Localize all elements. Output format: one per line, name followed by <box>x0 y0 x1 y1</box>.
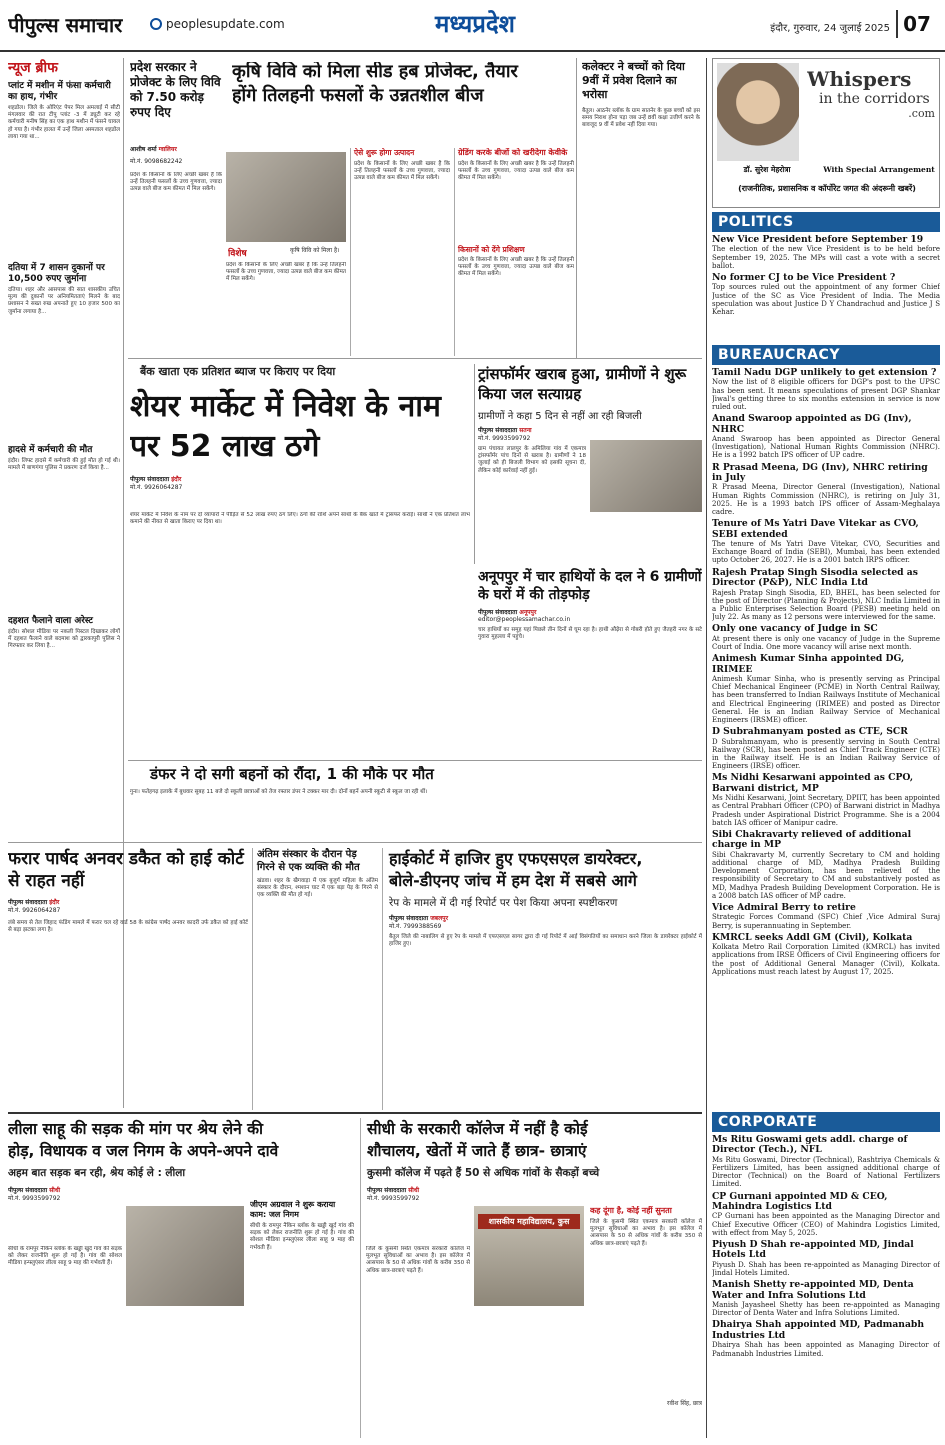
bureaucracy-item <box>712 368 940 411</box>
college-side-heading: कह दूंगा है, कोई नहीं सुनता <box>590 1206 672 1215</box>
hc-place: जबलपुर <box>430 915 449 922</box>
funeral-body: खंडवा। शहर के खैगवाड़ा में एक बुजुर्ग महिला के अंतिम संस्कार के दौरान, श्मशान घाट में एक बड़ा पेड़ के गिरने से एक व्यक्ति की मौत हो गई। <box>257 878 378 899</box>
share-body: शेयर मार्केट में निवेश के नाम पर दो व्यापारों ने पीड़ित से 52 लाख रुपए ठग लिए। ठगों की राशि अपने साथी के बैंक खाते में ट्रांसफर कराई। साथी ने एक प्रतिशत लाभ कमाने की नीयत से खाता किराए पर दिया था। <box>130 512 470 526</box>
masthead <box>0 0 945 52</box>
bureaucracy-item-headline: R Prasad Meena, DG (Inv), NHRC retiring in July <box>712 461 928 484</box>
elephant-byline: पीपुल्स संवाददाता <box>478 609 518 616</box>
corporate-item <box>712 1280 940 1317</box>
whispers-logo <box>807 67 935 153</box>
leela-body: सीधी के रामपुर नैकिन ब्लॉक के खड्डी खुर्द गांव की सड़क को लेकर राजनीति शुरू हो गई है। गांव की सोशल मीडिया इन्फ्लुएंसर लीला साहू 9 माह की गर्भवती हैं। <box>8 1246 122 1267</box>
seed-box1-body: प्रदेश के किसानों के लिए अच्छी खबर है कि उन्हें तिलहनी फसलों के उच्च गुणवत्ता, ज्यादा उत्पन्न वाले बीज कम कीमत में मिल सकेंगे। <box>354 161 450 182</box>
bureaucracy-item-body: Strategic Forces Command (SFC) Chief ,Vice Admiral Suraj Berry, is superannuating in September. <box>712 913 940 930</box>
politics-item-body: The election of the new Vice President is to be held before September 19, 2025. The MPs will cast a vote with a secret ballot. <box>712 245 940 270</box>
bureaucracy-item <box>712 830 940 900</box>
section-title-text: मध्यप्रदेश <box>434 10 516 38</box>
politics-item-headline: No former CJ to be Vice President ? <box>712 272 896 284</box>
college-subhead: कुसमी कॉलेज में पढ़ते हैं 50 से अधिक गांवों के सैकड़ों बच्चे <box>367 1167 600 1179</box>
whispers-dotcom: .com <box>908 107 935 120</box>
corporate-item-headline: Piyush D Shah re-appointed MD, Jindal Hotels Ltd <box>712 1239 914 1261</box>
politics-item <box>712 235 940 270</box>
globe-icon <box>150 18 162 30</box>
hc-story <box>382 848 702 1110</box>
hc-headline-line2: बोले-डीएनए जांच में हम देश में सबसे आगे <box>389 871 637 890</box>
elephant-headline: अनूपपुर में चार हाथियों के दल ने 6 ग्रामीणों के घरों में की तोड़फोड़ <box>478 569 702 603</box>
seed-side-headline: प्रदेश सरकार ने प्रोजेक्ट के लिए विवि को 7.50 करोड़ रुपए दिए <box>130 60 221 119</box>
anwar-headline: फरार पार्षद अनवर डकैत को हाई कोर्ट से राहत नहीं <box>8 849 244 891</box>
brief-item <box>8 616 120 779</box>
seed-box1-heading: ऐसे शुरू होगा उत्पादन <box>354 148 415 157</box>
seed-tag: विशेष <box>228 249 247 259</box>
corporate-item-body: Dhairya Shah has been appointed as Managing Director of Padmanabh Industries Limited. <box>712 1341 940 1358</box>
bureaucracy-item-headline: Vice Admiral Berry to retire <box>712 902 856 914</box>
bureaucracy-item-body: D Subrahmanyam, who is presently serving in South Central Railway (SCR), has been posted as Chief Track Engineer (CTE) in the Railway itself. He is an Indian Railway Service of Engineers (IRSE) officer. <box>712 737 940 771</box>
politics-label: POLITICS <box>712 212 940 232</box>
bureaucracy-item <box>712 519 940 564</box>
bureaucracy-item-headline: Only one vacancy of Judge in SC <box>712 623 878 635</box>
share-mobile: मो.नं. 9926064287 <box>130 484 183 491</box>
brief-item-body: इंदौर। सोशल मीडिया पर नकली पिस्टल दिखाकर लोगों में दहशत फैलाने वाले बदमाश को द्वारकापुरी पुलिस ने गिरफ्तार कर लिया है... <box>8 629 120 650</box>
bureaucracy-item <box>712 568 940 622</box>
share-kicker: बैंक खाता एक प्रतिशत ब्याज पर किराए पर दिया <box>140 365 336 378</box>
hc-headline-line1: हाईकोर्ट में हाजिर हुए एफएसएल डायरेक्टर, <box>389 849 643 868</box>
college-byline: पीपुल्स संवाददाता <box>367 1187 407 1194</box>
logo-text: पीपुल्स समाचार <box>8 13 123 37</box>
college-body: जिले के कुसमी स्थित एकमात्र सरकारी कॉलेज में मूलभूत सुविधाओं का अभाव है। इस कॉलेज में आसपास के 50 से अधिक गांवों के करीब 350 से अधिक छात्र-छात्राएं पढ़ते हैं। <box>366 1246 470 1274</box>
seed-body: प्रदेश के किसानों के लिए अच्छी खबर है कि उन्हें तिलहनी फसलों के उच्च गुणवत्ता, ज्यादा उत्पन्न वाले बीज कम कीमत में मिल सकेंगे। <box>130 172 222 193</box>
politics-section <box>712 212 940 340</box>
bureaucracy-item <box>712 463 940 517</box>
college-headline-line2: शौचालय, खेतों में जाते हैं छात्र- छात्राएं <box>367 1142 587 1160</box>
politics-item <box>712 273 940 316</box>
corporate-item <box>712 1192 940 1237</box>
byline-name: आशीष शर्मा <box>130 146 157 153</box>
bureaucracy-item-headline: Tamil Nadu DGP unlikely to get extension ? <box>712 367 937 378</box>
corporate-item <box>712 1320 940 1357</box>
bureaucracy-item-body: R Prasad Meena, Director General (Investigation), National Human Rights Commission (NHRC), is retiring on July 31, 2025. He is a 1993 batch IPS officer of Assam-Meghalaya cadre. <box>712 483 940 517</box>
bureaucracy-item-headline: Ms Nidhi Kesarwani appointed as CPO, Barwani district, MP <box>712 772 914 794</box>
corporate-item-body: Manish Jayasheel Shetty has been re-appointed as Managing Director of Denta Water and Infra Solutions Limited. <box>712 1301 940 1318</box>
share-place: इंदौर <box>171 476 182 483</box>
seed-headline-line2: होंगे तिलहनी फसलों के उन्नतशील बीज <box>232 85 484 107</box>
whispers-header <box>712 58 940 208</box>
news-brief-label: न्यूज ब्रीफ <box>8 60 58 76</box>
sisters-story <box>130 766 702 846</box>
brief-item <box>8 263 120 437</box>
seed-caption: कृषि विवि को मिला है। <box>290 247 340 254</box>
bureaucracy-item <box>712 414 940 459</box>
college-side-body: जिले के कुसमी स्थित एकमात्र सरकारी कॉलेज में मूलभूत सुविधाओं का अभाव है। इस कॉलेज में आसपास के 50 से अधिक गांवों के करीब 350 से अधिक छात्र-छात्राएं पढ़ते हैं। <box>590 1219 702 1247</box>
bureaucracy-item-headline: KMRCL seeks Addl GM (Civil), Kolkata <box>712 931 913 943</box>
bureaucracy-item-headline: Sibi Chakravarty relieved of additional charge in MP <box>712 829 912 851</box>
whispers-tagline: (राजनीतिक, प्रशासनिक व कॉर्पोरेट जगत की अंदरूनी खबरें) <box>738 184 916 193</box>
corporate-item-headline: Dhairya Shah appointed MD, Padmanabh Industries Ltd <box>712 1319 925 1341</box>
seed-box2-body: प्रदेश के किसानों के लिए अच्छी खबर है कि उन्हें तिलहनी फसलों के उच्च गुणवत्ता, ज्यादा उत्पन्न वाले बीज कम कीमत में मिल सकेंगे। <box>458 161 574 182</box>
bureaucracy-item <box>712 933 940 976</box>
corporate-label: CORPORATE <box>712 1112 940 1132</box>
leela-side-heading: जीएम अग्रवाल ने शुरू कराया काम: जल निगम <box>250 1200 336 1219</box>
transformer-headline: ट्रांसफॉर्मर खराब हुआ, ग्रामीणों ने शुरू किया जल सत्याग्रह <box>478 365 687 403</box>
bureaucracy-item <box>712 654 940 724</box>
bureaucracy-item-body: Animesh Kumar Sinha, who is presently serving as Principal Chief Mechanical Engineer (PCME) in North Central Railway, has been transferred to Indian Railways Institute of Mechanical and Electrical Engineering (IRIMEE) and posted as Director General. He is an Indian Railway Service of Mechanical Engineers (IRSME) officer. <box>712 674 940 724</box>
leela-byline: पीपुल्स संवाददाता <box>8 1187 48 1194</box>
leela-subhead: अहम बात सड़क बन रही, श्रेय कोई ले : लीला <box>8 1167 186 1179</box>
bureaucracy-item-body: Sibi Chakravarty M, currently Secretary to CM and holding additional charge of MD, Madhya Pradesh Building Development Corporation, has been relieved of the responsibility of Secretary to CM and substantively posted as MD, Madhya Pradesh Building Development Corporation. He is a 2008 batch IAS officer of MP cadre. <box>712 850 940 900</box>
anwar-body: लंबे समय से तेल जिहाद फंडिंग मामले में फरार चल रहे वार्ड 58 के कांग्रेस पार्षद अनवर कादरी उर्फ डकैत को हाई कोर्ट से बड़ा झटका लगा है। <box>8 920 248 934</box>
seed-byline <box>130 145 225 165</box>
bureaucracy-item-headline: Rajesh Pratap Singh Sisodia selected as Director (P&P), NLC India Ltd <box>712 566 918 589</box>
politics-item-headline: New Vice President before September 19 <box>712 234 924 245</box>
corporate-item-headline: Ms Ritu Goswami gets addl. charge of Director (Tech.), NFL <box>712 1134 908 1156</box>
bureaucracy-item-body: Now the list of 8 eligible officers for DGP's post to the UPSC has been sent. It means speculations of present DGP Shankar Jiwal's getting three to six months extension in service is now ruled out. <box>712 378 940 412</box>
college-photo <box>474 1206 584 1306</box>
masthead-logo <box>8 8 148 42</box>
share-headline: शेयर मार्केट में निवेश के नाम पर 52 लाख ठगे <box>130 389 442 464</box>
bureaucracy-item <box>712 773 940 827</box>
anwar-place: इंदौर <box>49 899 60 906</box>
bureaucracy-item-headline: Tenure of Ms Yatri Dave Vitekar as CVO, SEBI extended <box>712 518 919 540</box>
dateline: इंदौर, गुरुवार, 24 जुलाई 2025 <box>770 23 890 34</box>
leela-headline-line1: लीला साहू की सड़क की मांग पर श्रेय लेने की <box>8 1120 263 1138</box>
brief-item-headline: प्लांट में मशीन में फंसा कर्मचारी का हाथ, गंभीर <box>8 81 111 102</box>
transformer-place: सतना <box>519 427 532 434</box>
brief-item-headline: दहशत फैलाने वाला अरेस्ट <box>8 616 93 626</box>
transformer-byline: पीपुल्स संवाददाता <box>478 427 518 434</box>
bureaucracy-item-headline: D Subrahmanyam posted as CTE, SCR <box>712 726 908 738</box>
corporate-item-body: CP Gurnani has been appointed as the Managing Director and Chief Executive Officer (CEO) of Mahindra Logistics Limited, with effect from May 5, 2025. <box>712 1212 940 1237</box>
hc-subhead: रेप के मामले में दी गई रिपोर्ट पर पेश किया अपना स्पष्टीकरण <box>389 897 618 909</box>
hc-byline: पीपुल्स संवाददाता <box>389 915 429 922</box>
brief-item-body: दतिया। शहर और आसपास की सात शासकीय उचित मूल्य की दुकानों पर अनियमितताएं मिलने के बाद प्रशासन ने सख्त रुख अपनाते हुए 10 हजार 500 का जुर्माना लगाया है... <box>8 287 120 315</box>
brief-item-headline: हादसे में कर्मचारी की मौत <box>8 445 93 455</box>
leela-mobile: मो.नं. 9993599792 <box>8 1195 61 1202</box>
bureaucracy-list <box>712 368 940 976</box>
columnist-photo <box>717 63 799 161</box>
leela-side-body: सीधी के रामपुर नैकिन ब्लॉक के खड्डी खुर्द गांव की सड़क को लेकर राजनीति शुरू हो गई है। गांव की सोशल मीडिया इन्फ्लुएंसर लीला साहू 9 माह की गर्भवती हैं। <box>250 1223 354 1251</box>
section-title <box>395 6 555 42</box>
hc-mobile: मो.नं. 7999388569 <box>389 923 442 930</box>
brief-list <box>8 81 120 779</box>
elephant-story <box>478 568 702 768</box>
anwar-story <box>8 848 248 1110</box>
transformer-photo <box>590 440 702 512</box>
funeral-headline: अंतिम संस्कार के दौरान पेड़ गिरने से एक व्यक्ति की मौत <box>257 849 360 873</box>
seed-box2 <box>454 148 574 356</box>
byline-place: ग्वालियर <box>158 146 177 153</box>
transformer-mobile: मो.नं. 9993599792 <box>478 435 531 442</box>
columnist-name: डॉ. सुरेश मेहरोत्रा <box>743 165 791 174</box>
collector-body: बैतूल। आठनेर ब्लॉक के ग्राम सातनेर के कुछ बच्चों को इस समय निराश होना पड़ा जब उन्हें 8वीं कक्षा उत्तीर्ण करने के बावजूद 9 वीं में प्रवेश नहीं दिया गया। <box>582 108 700 129</box>
college-headline-line1: सीधी के सरकारी कॉलेज में नहीं है कोई <box>367 1120 588 1138</box>
corporate-item-headline: Manish Shetty re-appointed MD, Denta Water and Infra Solutions Ltd <box>712 1279 914 1301</box>
leela-headline-line2: होड़, विधायक व जल निगम के अपने-अपने दावे <box>8 1142 279 1160</box>
site-url[interactable]: peoplesupdate.com <box>166 17 285 31</box>
bureaucracy-item <box>712 903 940 930</box>
sisters-headline: डंफर ने दो सगी बहनों को रौंदा, 1 की मौके पर मौत <box>150 766 434 783</box>
page-number: 07 <box>896 10 936 38</box>
seed-headline-line1: कृषि विवि को मिला सीड हब प्रोजेक्ट, तैयार <box>232 62 518 82</box>
bureaucracy-label: BUREAUCRACY <box>712 345 940 365</box>
politics-list <box>712 235 940 316</box>
hc-body: बैतूल जिले की नाबालिग से हुए रेप के मामले में एफएसएल सागर द्वारा दी गई रिपोर्ट में आई विसंगतियों का समाधान करने जिला के डायरेक्टर हाईकोर्ट में हाजिर हुए। <box>389 934 702 948</box>
bureaucracy-item-body: The tenure of Ms Yatri Dave Vitekar, CVO, Securities and Exchange Board of India (SEBI), Mumbai, has been extended upto October 26, 2027. He is a 2001 batch IRPS officer. <box>712 540 940 565</box>
anwar-mobile: मो.नं. 9926064287 <box>8 907 61 914</box>
seed-box3-body: प्रदेश के किसानों के लिए अच्छी खबर है कि उन्हें तिलहनी फसलों के उच्च गुणवत्ता, ज्यादा उत्पन्न वाले बीज कम कीमत में मिल सकेंगे। <box>458 257 574 278</box>
brief-item-headline: दतिया में 7 शासन दुकानों पर 10,500 रुपए जुर्माना <box>8 263 105 284</box>
corporate-item <box>712 1135 940 1189</box>
college-place: सीधी <box>408 1187 420 1194</box>
whispers-title: Whispers <box>807 67 912 91</box>
bureaucracy-item-body: Rajesh Pratap Singh Sisodia, ED, BHEL, has been selected for the post of Director (Planning & Projects), NLC India Limited in a Public Enterprises Selection Board (PESB) meeting held on July 22. As many as 12 persons were interviewed for the same. <box>712 588 940 622</box>
seed-box1 <box>350 148 450 356</box>
leela-photo <box>126 1206 244 1306</box>
corporate-item-body: Piyush D. Shah has been re-appointed as Managing Director of Jindal Hotels Limited. <box>712 1260 940 1278</box>
corporate-item-body: Ms Ritu Goswami, Director (Technical), Rashtriya Chemicals & Fertilizers Limited, has been assigned additional charge of Director (Technical) on the Board of National Fertilizers Limited. <box>712 1155 940 1189</box>
seed-photo <box>226 152 346 242</box>
college-side <box>590 1206 702 1426</box>
corporate-list <box>712 1135 940 1358</box>
college-credit: रवीश सिंह, छात्र <box>666 1400 702 1407</box>
seed-headline <box>232 62 572 106</box>
seed-box2-heading: ग्रेडिंग करके बीजों को खरीदेगा केवीके <box>458 148 568 157</box>
bureaucracy-item-headline: Anand Swaroop appointed as DG (Inv), NHRC <box>712 413 912 435</box>
collector-headline: कलेक्टर ने बच्चों को दिया 9वीं में प्रवेश दिलाने का भरोसा <box>582 60 685 101</box>
funeral-story <box>252 848 378 1110</box>
leela-side <box>250 1200 354 1430</box>
brief-item <box>8 81 120 255</box>
seed-body-col2: प्रदेश के किसानों के लिए अच्छी खबर है कि उन्हें तिलहनी फसलों के उच्च गुणवत्ता, ज्यादा उत्पन्न वाले बीज कम कीमत में मिल सकेंगे। <box>226 262 346 283</box>
brief-item-body: शहडोल। जिले के ओरिएंट पेपर मिल अमलाई में सीटी मंगलवार की रात टीपू प्लांट -3 में ड्यूटी कर रहे कर्मचारी मनीष सिंह का एक हाथ मशीन में फंसने घायल हो गया है। गंभीर हालत में उन्हें जिला अस्पताल शहडोल लाया गया था... <box>8 105 120 140</box>
corporate-item <box>712 1240 940 1277</box>
sisters-body: गुना। फतेहगढ़ इलाके में बुधवार सुबह 11 बजे दो स्कूली छात्राओं को तेज रफ्तार डंपर ने टक्कर मार दी। दोनों बहनें अपनी स्कूटी से स्कूल जा रही थीं। <box>130 788 428 795</box>
transformer-body: ग्राम पंचायत लालपुर के अमिलिया गांव में एकमात्र ट्रांसफॉर्मर पांच दिनों से खराब है। ग्रामीणों ने 18 जुलाई को ही बिजली विभाग को इसकी सूचना दी, लेकिन कोई कार्रवाई नहीं हुई। <box>478 446 586 474</box>
elephant-body: चार हाथियों का समूह यहां पिछले तीन दिनों से घूम रहा है। हाथी औढ़ेरा से गोबरी होते हुए जैतहरी नगर के सटे गुवारा मुहल्ला में पहुंचे। <box>478 627 702 641</box>
elephant-place: अनूपपुर <box>519 609 537 616</box>
bureaucracy-item-body: Kolkata Metro Rail Corporation Limited (KMRCL) has invited applications from IRSE Officers of Civil Engineering officers for the post of Additional General Manager (Civil), Kolkata. Applications must reach latest by August 17, 2025. <box>712 943 940 976</box>
college-mobile: मो.नं. 9993599792 <box>367 1195 420 1202</box>
politics-item-body: Top sources ruled out the appointment of any former Chief Justice of the SC as Vice President of India. The Media speculation was about Justice D Y Chandrachud and Justice J S Kehar. <box>712 283 940 317</box>
news-brief-column <box>8 58 120 938</box>
leela-place: सीधी <box>49 1187 61 1194</box>
seed-box3-heading: किसानों को देंगे प्रशिक्षण <box>458 245 525 254</box>
brief-item <box>8 445 120 608</box>
arrangement-note: With Special Arrangement <box>823 165 935 174</box>
byline-mobile: मो.नं. 9098682242 <box>130 158 183 165</box>
bureaucracy-item <box>712 624 940 651</box>
bureaucracy-item <box>712 727 940 770</box>
collector-story <box>582 60 700 360</box>
college-signboard: शासकीय महाविद्यालय, कुस <box>478 1214 580 1229</box>
anwar-byline: पीपुल्स संवाददाता <box>8 899 48 906</box>
bureaucracy-item-body: Anand Swaroop has been appointed as Director General (Investigation), National Human Rights Commission (NHRC). He is a 1992 batch IPS officer of UP cadre. <box>712 435 940 460</box>
whispers-subtitle: in the corridors <box>819 91 930 107</box>
bureaucracy-item-body: At present there is only one vacancy of Judge in the Supreme Court of India. One more vacancy will arise next month. <box>712 634 940 651</box>
brief-item-body: इंदौर। लिफ्ट हादसे में कर्मचारी की हुई मौत हो गई थी। मामले में बाणगंगा पुलिस ने प्रकरण दर्ज किया है... <box>8 458 120 472</box>
share-byline: पीपुल्स संवाददाता <box>130 476 170 483</box>
bureaucracy-section <box>712 345 940 1110</box>
transformer-subhead: ग्रामीणों ने कहा 5 दिन से नहीं आ रही बिजली <box>478 411 642 422</box>
bureaucracy-item-body: Ms Nidhi Kesarwani, Joint Secretary, DPIIT, has been appointed as Central Prabhari Officer (CPO) of Barwani district in Madhya Pradesh under Aspirational District Programme. She is a 2004 batch IAS officer of Manipur cadre. <box>712 794 940 827</box>
elephant-email[interactable]: editor@peoplessamachar.co.in <box>478 616 571 623</box>
corporate-section <box>712 1112 940 1440</box>
corporate-item-headline: CP Gurnani appointed MD & CEO, Mahindra Logistics Ltd <box>712 1190 888 1213</box>
bureaucracy-item-headline: Animesh Kumar Sinha appointed DG, IRIMEE <box>712 653 905 675</box>
